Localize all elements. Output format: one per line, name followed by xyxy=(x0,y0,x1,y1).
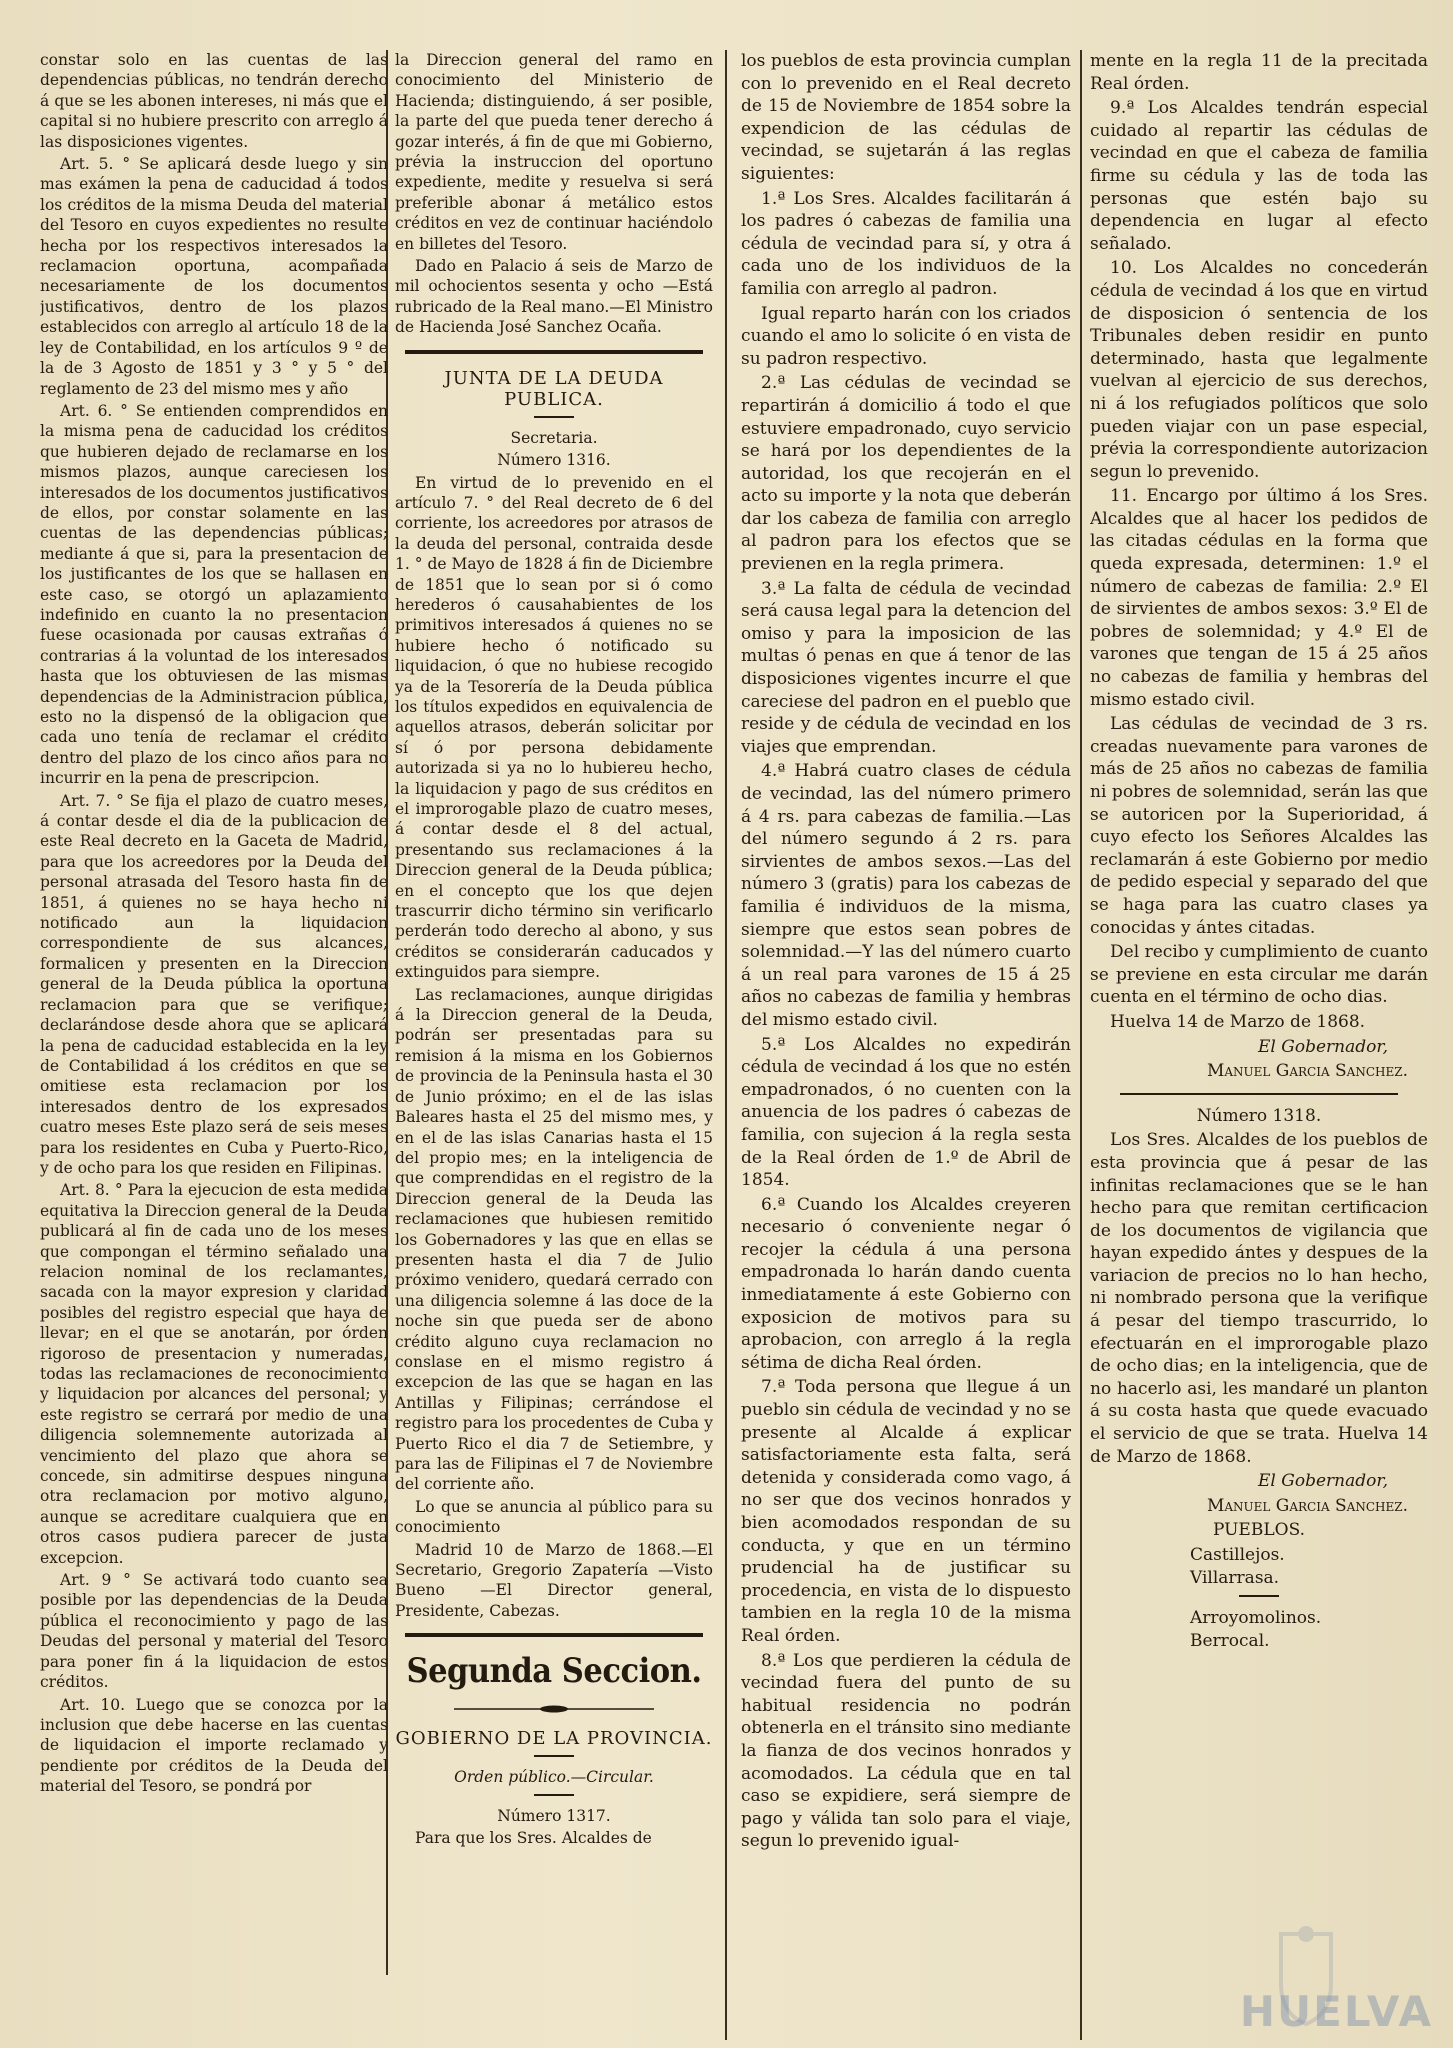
column-divider-2 xyxy=(725,50,727,2040)
dash-divider xyxy=(534,1794,574,1796)
rule-1: 1.ª Los Sres. Alcaldes facilitarán á los padres ó cabezas de familia una cédula de vecindad para sí, y otra á cada uno de los individuos de la familia con arreglo al padron. xyxy=(741,188,1071,299)
signature-name: Manuel Garcia Sanchez. xyxy=(1206,1495,1408,1516)
rule-7: 7.ª Toda persona que llegue á un pueblo sin cédula de vecindad y no se presente al Alcalde á explicar satisfactoriamente esta falta, será detenida y considerada como vago, á no ser que dos vecinos honrados y bien acomodados respondan de su conducta, y que en un término prudencial ha de justificar su procedencia, en vista de lo dispuesto tambien en la regla 10 de la misma Real órden. xyxy=(741,1377,1071,1646)
section-divider xyxy=(405,1633,703,1637)
paragraph: Lo que se anuncia al público para su conocimiento xyxy=(395,1497,713,1537)
rule-11: 11. Encargo por último á los Sres. Alcaldes que al hacer los pedidos de las citadas cédulas en la forma que queda expresada, determinen: 1.º el número de cabezas de familia: 2.º El de sirvientes de ambos sexos: 3.º El de pobres de solemnidad; y 4.º El de varones que tengan de 15 á 25 años no cabezas de familia y hembras del mismo estado civil. xyxy=(1090,486,1428,710)
paragraph: Las cédulas de vecindad de 3 rs. creadas nuevamente para varones de más de 25 años no cabezas de familia ni pobres de solemnidad, serán las que se autoricen por la Superioridad, á cuyo efecto los Señores Alcaldes las reclamarán á este Gobierno por medio de pedido especial y separado del que se haga para las cuatro clases ya conocidas y ántes citadas. xyxy=(1090,714,1428,938)
list-item: Berrocal. xyxy=(1190,1630,1270,1651)
pueblos-heading: PUEBLOS. xyxy=(1212,1520,1306,1541)
gobierno-title: GOBIERNO DE LA PROVINCIA. xyxy=(395,1728,713,1750)
paragraph: Madrid 10 de Marzo de 1868.—El Secretario, Gregorio Zapatería —Visto Bueno —El Director general, Presidente, Cabezas. xyxy=(395,1540,713,1620)
dash-divider xyxy=(534,416,574,418)
signature-title: El Gobernador, xyxy=(1258,1036,1388,1057)
paragraph: Los Sres. Alcaldes de los pueblos de esta provincia que á pesar de las infinitas reclamaciones que se le han hecho para que remitan certificacion de los documentos de vigilancia que hayan expedido ántes y despues de la variacion de precios no lo han hecho, ni nombrado persona que la verifique á pesar del tiempo trascurrido, lo efectuarán en el improrogable plazo de ocho dias; en la inteligencia, que de no hacerlo asi, les mandaré un planton á su costa hasta que quede evacuado el servicio de que se trata. Huelva 14 de Marzo de 1868. xyxy=(1090,1130,1428,1467)
column-divider-3 xyxy=(1080,50,1082,2040)
paragraph: Las reclamaciones, aunque dirigidas á la Direccion general de la Deuda, podrán ser presentadas para su remision á la misma en los Gobiernos de provincia de la Peninsula hasta el 30 de Junio próximo; en el de las islas Baleares hasta el 25 del mismo mes, y en el de las islas Canarias hasta el 15 del propio mes; en la inteligencia de que comprendidas en el registro de la Direccion general de la Deuda las reclamaciones que hubiesen remitido los Gobernadores y las que en ellas se presenten hasta el dia 7 de Julio próximo venidero, quedará cerrado con una diligencia solemne á las doce de la noche sin que pueda ser de abono crédito alguno cuya reclamacion no conslase en el mismo registro á excepcion de las que se hagan en las Antillas y Filipinas; cerrándose el registro para los procedentes de Cuba y Puerto Rico el dia 7 de Setiembre, y para las de Filipinas el 7 de Noviembre del corriente año. xyxy=(395,985,713,1494)
number-1316: Número 1316. xyxy=(497,451,611,470)
segunda-seccion-title: Segunda Seccion. xyxy=(406,1651,702,1692)
rule-4: 4.ª Habrá cuatro clases de cédula de vecindad, las del número primero á 4 rs. para cabezas de familia.—Las del número segundo á 2 rs. para sirvientes de ambos sexos.—Las del número 3 (gratis) para los cabezas de familia é individuos de la misma, siempre que estos sean pobres de solemnidad.—Y las del número cuarto á un real para varones de 15 á 25 años no cabezas de familia y hembras del mismo estado civil. xyxy=(741,761,1071,1030)
paragraph: constar solo en las cuentas de las dependencias públicas, no tendrán derecho á que se les abonen intereses, ni más que el capital si no hubiere prescrito con arreglo á las disposiciones vigentes. xyxy=(40,51,388,151)
list-item: Villarrasa. xyxy=(1190,1567,1280,1588)
list-item: Castillejos. xyxy=(1190,1545,1285,1565)
paragraph: En virtud de lo prevenido en el artículo 7. ° del Real decreto de 6 del corriente, los acreedores por atrasos de la deuda del personal, contraida desde 1. ° de Mayo de 1828 á fin de Diciembre de 1851 que lo sean por si ó como herederos ó causahabientes de los primitivos interesados á quienes no se hubiere hecho ó notificado su liquidacion, ó que no hubiese recogido ya de la Tesorería de la Deuda pública los títulos expedidos en equivalencia de aquellos atrasos, deberán solicitar por sí ó por persona debidamente autorizada si ya no lo hubiereu hecho, la liquidacion y pago de sus créditos en el improrogable plazo de cuatro meses, á contar desde el 8 del actual, presentando sus reclamaciones á la Direccion general de la Deuda pública; en el concepto que los que dejen trascurrir dicho término sin verificarlo perderán todo derecho al abono, y sus créditos se considerarán caducados y extinguidos para siempre. xyxy=(395,473,713,982)
paragraph: Para que los Sres. Alcaldes de xyxy=(415,1829,652,1848)
section-divider xyxy=(405,350,703,354)
article-10: Art. 10. Luego que se conozca por la inclusion que debe hacerse en las cuentas de liquidacion el importe reclamado y pendiente por créditos de la Deuda del material del Tesoro, se pondrá por xyxy=(40,1695,388,1796)
rule-9: 9.ª Los Alcaldes tendrán especial cuidado al repartir las cédulas de vecindad en que el cabeza de familia firme su cédula y las de toda las personas que estén bajo su dependencia en lugar al efecto señalado. xyxy=(1090,98,1428,254)
paragraph: Igual reparto harán con los criados cuando el amo lo solicite ó en vista de su padron respectivo. xyxy=(741,303,1071,369)
article-5: Art. 5. ° Se aplicará desde luego y sin mas exámen la pena de caducidad á todos los créditos de la misma Deuda del material del Tesoro en cuyos expedientes no resulte hecha por los respectivos interesados la reclamacion oportuna, acompañada necesariamente de los documentos justificativos, dentro de los plazos establecidos con arreglo al artículo 18 de la ley de Contabilidad, en los artículos 9 º de la de 3 Agosto de 1851 y 3 ° y 5 ° del reglamento de 23 del mismo mes y año xyxy=(40,155,388,398)
column-2 xyxy=(395,50,713,1850)
article-6: Art. 6. ° Se entienden comprendidos en la misma pena de caducidad los créditos que hubieren dejado de reclamarse en los mismos plazos, aunque careciesen los interesados de los documentos justificativos de ellos, por constar solamente en las cuentas de las dependencias públicas; mediante á que si, para la presentacion de los justificantes de los que se hallasen en este caso, se otorgó un aplazamiento indefinido en cuanto la no presentacion fuese ocasionada por causas extrañas ó contrarias á la voluntad de los interesados hasta que los obtuviesen de las mismas dependencias de la Administracion pública, esto no la dispensó de la obligacion que cada uno tenía de reclamar el crédito dentro del plazo de los cinco años para no incurrir en la pena de prescripcion. xyxy=(40,401,388,788)
rule-10: 10. Los Alcaldes no concederán cédula de vecindad á los que en virtud de disposicion ó sentencia de los Tribunales deben residir en punto determinado, hasta que legalmente vuelvan al ejercicio de sus derechos, ni á los refugiados políticos que solo pueden viajar con un pase especial, prévia la correspondiente autorizacion segun lo prevenido. xyxy=(1090,258,1428,482)
section-divider xyxy=(1120,1093,1398,1095)
rule-5: 5.ª Los Alcaldes no expedirán cédula de vecindad á los que no estén empadronados, ó no cuenten con la anuencia de los padres ó cabezas de familia, con sujecion á la regla sesta de la Real órden de 1.º de Abril de 1854. xyxy=(741,1034,1071,1191)
column-1 xyxy=(40,50,388,1799)
number-1318: Número 1318. xyxy=(1196,1105,1322,1126)
article-8: Art. 8. ° Para la ejecucion de esta medida equitativa la Direccion general de la Deuda publicará al fin de cada uno de los meses que compongan el término señalado una relacion nominal de los reclamantes, sacada con la mayor expresion y claridad posibles del registro especial que haya de llevar; en el que se anotarán, por órden rigoroso de presentacion y numeradas, todas las reclamaciones de reconocimiento y liquidacion por alcances del personal; y este registro se cerrará por medio de una diligencia solemnemente autorizada al vencimiento del plazo que ahora se concede, sin admitirse despues ninguna otra reclamacion por motivo alguno, aunque se acreditare cualquiera que en otros casos pudiera parecer de justa excepcion. xyxy=(40,1181,388,1567)
article-7: Art. 7. ° Se fija el plazo de cuatro meses, á contar desde el dia de la publicacion de este Real decreto en la Gaceta de Madrid, para que los acreedores por la Deuda del personal atrasada del Tesoro hasta fin de 1851, á quienes no se haya hecho ni notificado aun la liquidacion correspondiente de sus alcances, formalicen y presenten en la Direccion general de la Deuda pública la oportuna reclamacion para que se verifique; declarándose desde ahora que se aplicará la pena de caducidad establecida en la ley de Contabilidad á los créditos en que se omitiese esta reclamacion por los interesados dentro de los expresados cuatro meses Este plazo será de seis meses para los residentes en Cuba y Puerto-Rico, y de ocho para los que residen en Filipinas. xyxy=(40,791,388,1177)
paragraph: mente en la regla 11 de la precitada Real órden. xyxy=(1090,51,1428,94)
article-9: Art. 9 ° Se activará todo cuanto sea posible por las dependencias de la Deuda pública el reconocimiento y pago de las Deudas del personal y material del Tesoro para poner fin á la liquidacion de estos créditos. xyxy=(40,1571,388,1692)
rule-2: 2.ª Las cédulas de vecindad se repartirán á domicilio á todo el que estuviere empadronado, cuyo servicio se hará por los dependientes de la autoridad, los que recojerán en el acto su importe y la nota que deberán dar los cabeza de familia con arreglo al padron para los efectos que se previenen en la regla primera. xyxy=(741,373,1071,575)
archive-watermark: HUELVA xyxy=(1239,1987,1433,2036)
rule-8: 8.ª Los que perdieren la cédula de vecindad fuera del punto de su habitual residencia no podrán obtenerla en el tránsito sino mediante la fianza de dos vecinos honrados y acomodados. La cédula que en tal caso se expidiere, será siempre de pago y válida tan solo para el viaje, segun lo prevenido igual- xyxy=(741,1650,1071,1852)
column-4 xyxy=(1090,50,1428,1652)
paragraph: los pueblos de esta provincia cumplan con lo prevenido en el Real decreto de 15 de Noviembre de 1854 sobre la expendicion de las cédulas de vecindad, se sujetarán á las reglas siguientes: xyxy=(741,51,1071,184)
orden-publico: Orden público.—Circular. xyxy=(454,1768,654,1787)
paragraph: la Direccion general del ramo en conocimiento del Ministerio de Hacienda; distinguiendo, á ser posible, la parte del que pueda tener derecho á gozar interés, á fin de que mi Gobierno, prévia la instruccion del oportuno expediente, medite y resuelva si será preferible abonar á metálico estos créditos en vez de continuar haciéndolo en billetes del Tesoro. xyxy=(395,51,713,253)
signature-title: El Gobernador, xyxy=(1258,1471,1388,1492)
dateline: Huelva 14 de Marzo de 1868. xyxy=(1110,1011,1366,1032)
rule-6: 6.ª Cuando los Alcaldes creyeren necesario ó conveniente negar ó recojer la cédula á una persona empadronada lo harán dando cuenta inmediatamente á este Gobierno con exposicion de motivos para su aprobacion, con arreglo á la regla sétima de dicha Real órden. xyxy=(741,1194,1071,1373)
column-3 xyxy=(741,50,1071,1855)
signature-name: Manuel Garcia Sanchez. xyxy=(1206,1061,1408,1082)
dash-divider xyxy=(534,1755,574,1757)
dash-divider xyxy=(1239,1595,1279,1597)
list-item: Arroyomolinos. xyxy=(1190,1608,1322,1629)
ornament-divider xyxy=(395,1699,713,1718)
junta-title: JUNTA DE LA DEUDA PUBLICA. xyxy=(444,367,664,410)
number-1317: Número 1317. xyxy=(497,1806,611,1825)
paragraph: Del recibo y cumplimiento de cuanto se previene en esta circular me darán cuenta en el término de ocho dias. xyxy=(1090,942,1428,1008)
secretaria-label: Secretaria. xyxy=(510,428,598,447)
rule-3: 3.ª La falta de cédula de vecindad será causa legal para la detencion del omiso y para la imposicion de las multas ó penas en que á tenor de las disposiciones vigentes incurre el que careciese del padron en el pueblo que reside y de cédula de vecindad en los viajes que emprendan. xyxy=(741,578,1071,757)
decree-signature: Dado en Palacio á seis de Marzo de mil ochocientos sesenta y ocho —Está rubricado de la Real mano.—El Ministro de Hacienda José Sanchez Ocaña. xyxy=(395,257,713,337)
